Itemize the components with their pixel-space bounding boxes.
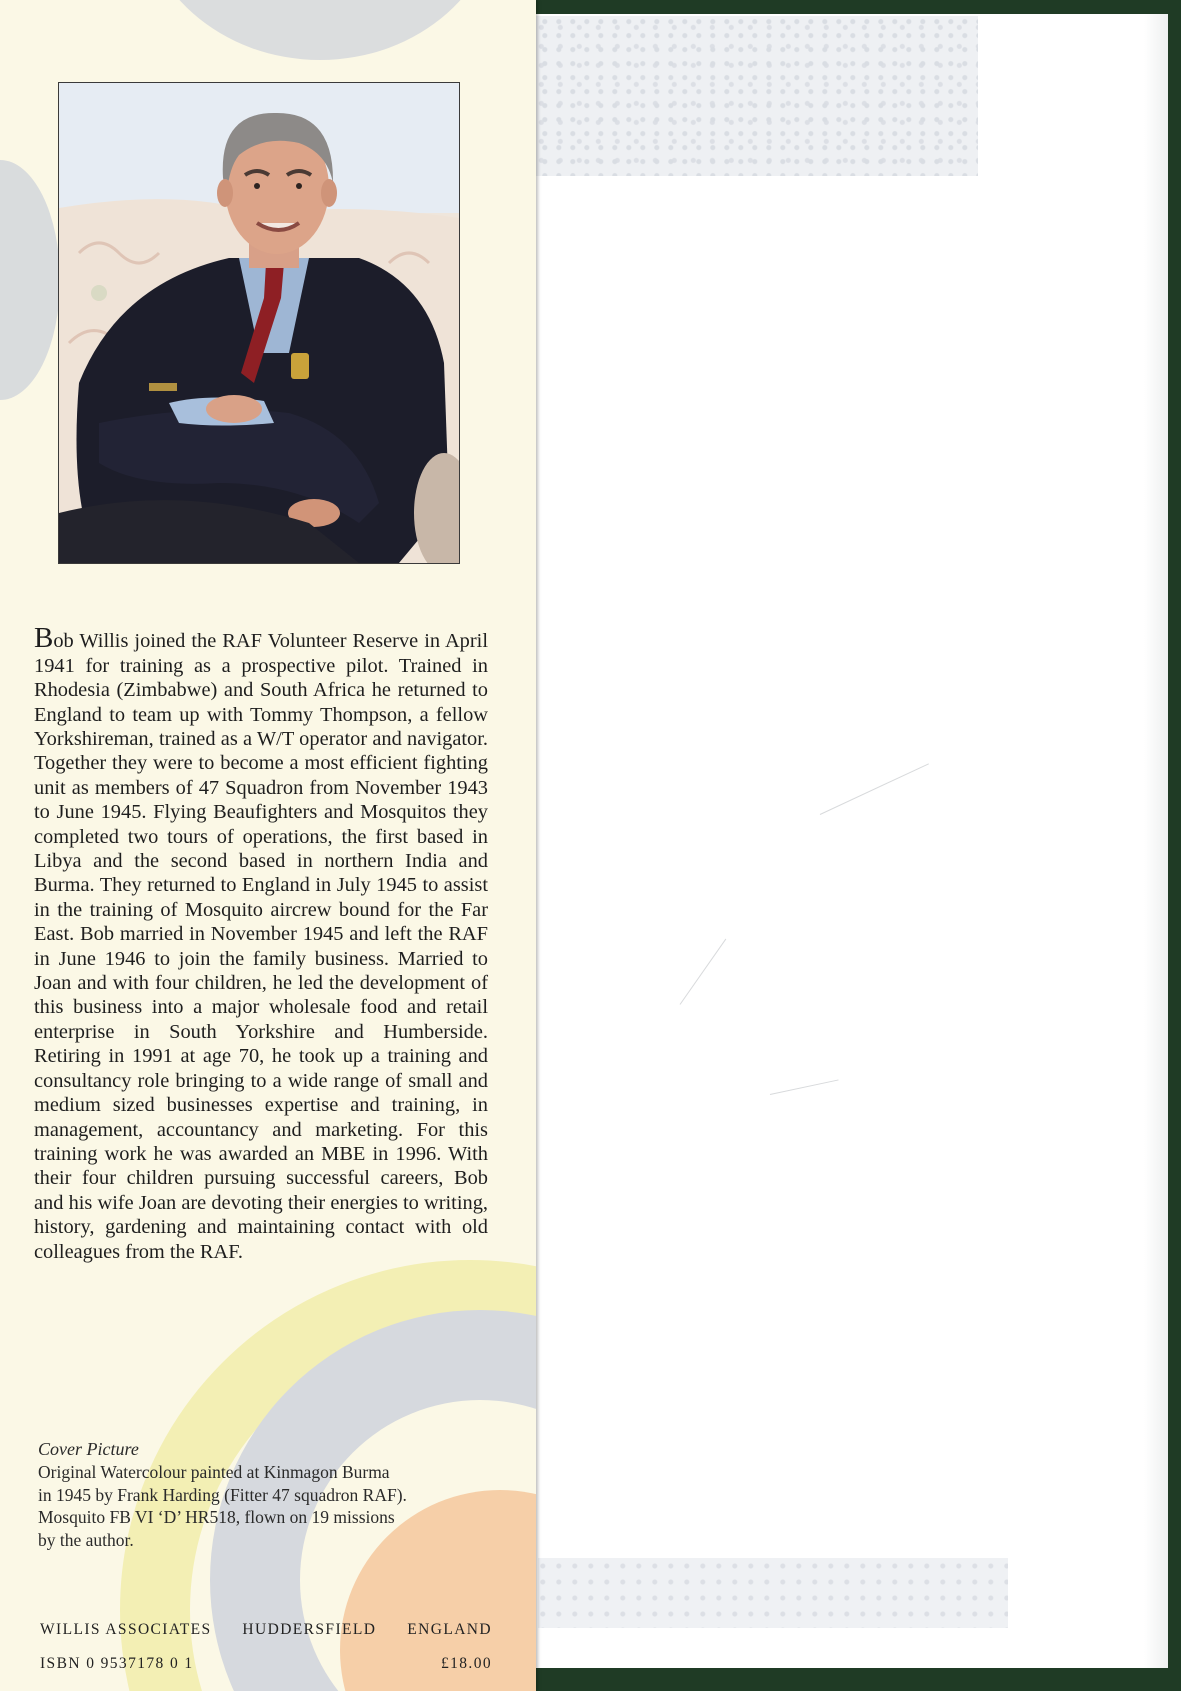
publisher-country: ENGLAND: [407, 1621, 492, 1638]
dust-jacket-flap: [0, 0, 536, 1691]
cover-caption-line: Original Watercolour painted at Kinmagon Burma: [38, 1462, 390, 1482]
page-scratch: [680, 939, 727, 1005]
page-edge-shadow: [1144, 14, 1168, 1668]
bio-dropcap: B: [34, 622, 54, 655]
inner-page: [520, 14, 1168, 1668]
bio-text: ob Willis joined the RAF Volunteer Reserve in April 1941 for training as a prospective pilot. Trained in Rhodesia (Zimbabwe) and South Africa he returned to England to team up with Tommy Thompson, a fellow Yorkshireman, trained as a W/T operator and navigator. Together they were to become a most efficient fighting unit as members of 47 Squadron from November 1943 to June 1945. Flying Beaufighters and Mosquitos they completed two tours of operations, the first based in Libya and the second based in northern India and Burma. They returned to England in July 1945 to assist in the training of Mosquito aircrew bound for the Far East. Bob married in November 1945 and left the RAF in June 1946 to join the family business. Married to Joan and with four children, he led the development of this business into a major wholesale food and retail enterprise in South Yorkshire and Humberside. Retiring in 1991 at age 70, he took up a training and consultancy role bringing to a wide range of small and medium sized businesses expertise and training, in management, accountancy and marketing. For this training work he was awarded an MBE in 1996. With their four children pursuing successful careers, Bob and his wife Joan are devoting their energies to writing, history, gardening and maintaining contact with old colleagues from the RAF.: [34, 630, 488, 1263]
tape-strip-bottom: [538, 1558, 1008, 1628]
tape-strip-top: [528, 16, 978, 176]
isbn: ISBN 0 9537178 0 1: [40, 1655, 194, 1672]
decorative-circle: [140, 0, 500, 60]
author-biography: [34, 622, 488, 1264]
author-portrait-illustration: [59, 83, 459, 563]
cover-caption-line: in 1945 by Frank Harding (Fitter 47 squadron RAF).: [38, 1484, 407, 1505]
page-scratch: [820, 763, 929, 815]
cover-picture-heading: Cover Picture: [38, 1439, 139, 1459]
author-photo: [58, 82, 460, 564]
publisher-line: [40, 1621, 492, 1639]
decorative-circle: [0, 160, 60, 400]
publisher-town: HUDDERSFIELD: [242, 1621, 377, 1638]
page-scratch: [770, 1079, 839, 1095]
cover-caption-line: Mosquito FB VI ‘D’ HR518, flown on 19 missions: [38, 1507, 395, 1527]
cover-picture-caption: [38, 1461, 498, 1551]
isbn-price-line: [40, 1655, 492, 1673]
price: £18.00: [440, 1655, 492, 1672]
publisher-name: WILLIS ASSOCIATES: [40, 1621, 212, 1638]
cover-caption-line: by the author.: [38, 1529, 134, 1550]
